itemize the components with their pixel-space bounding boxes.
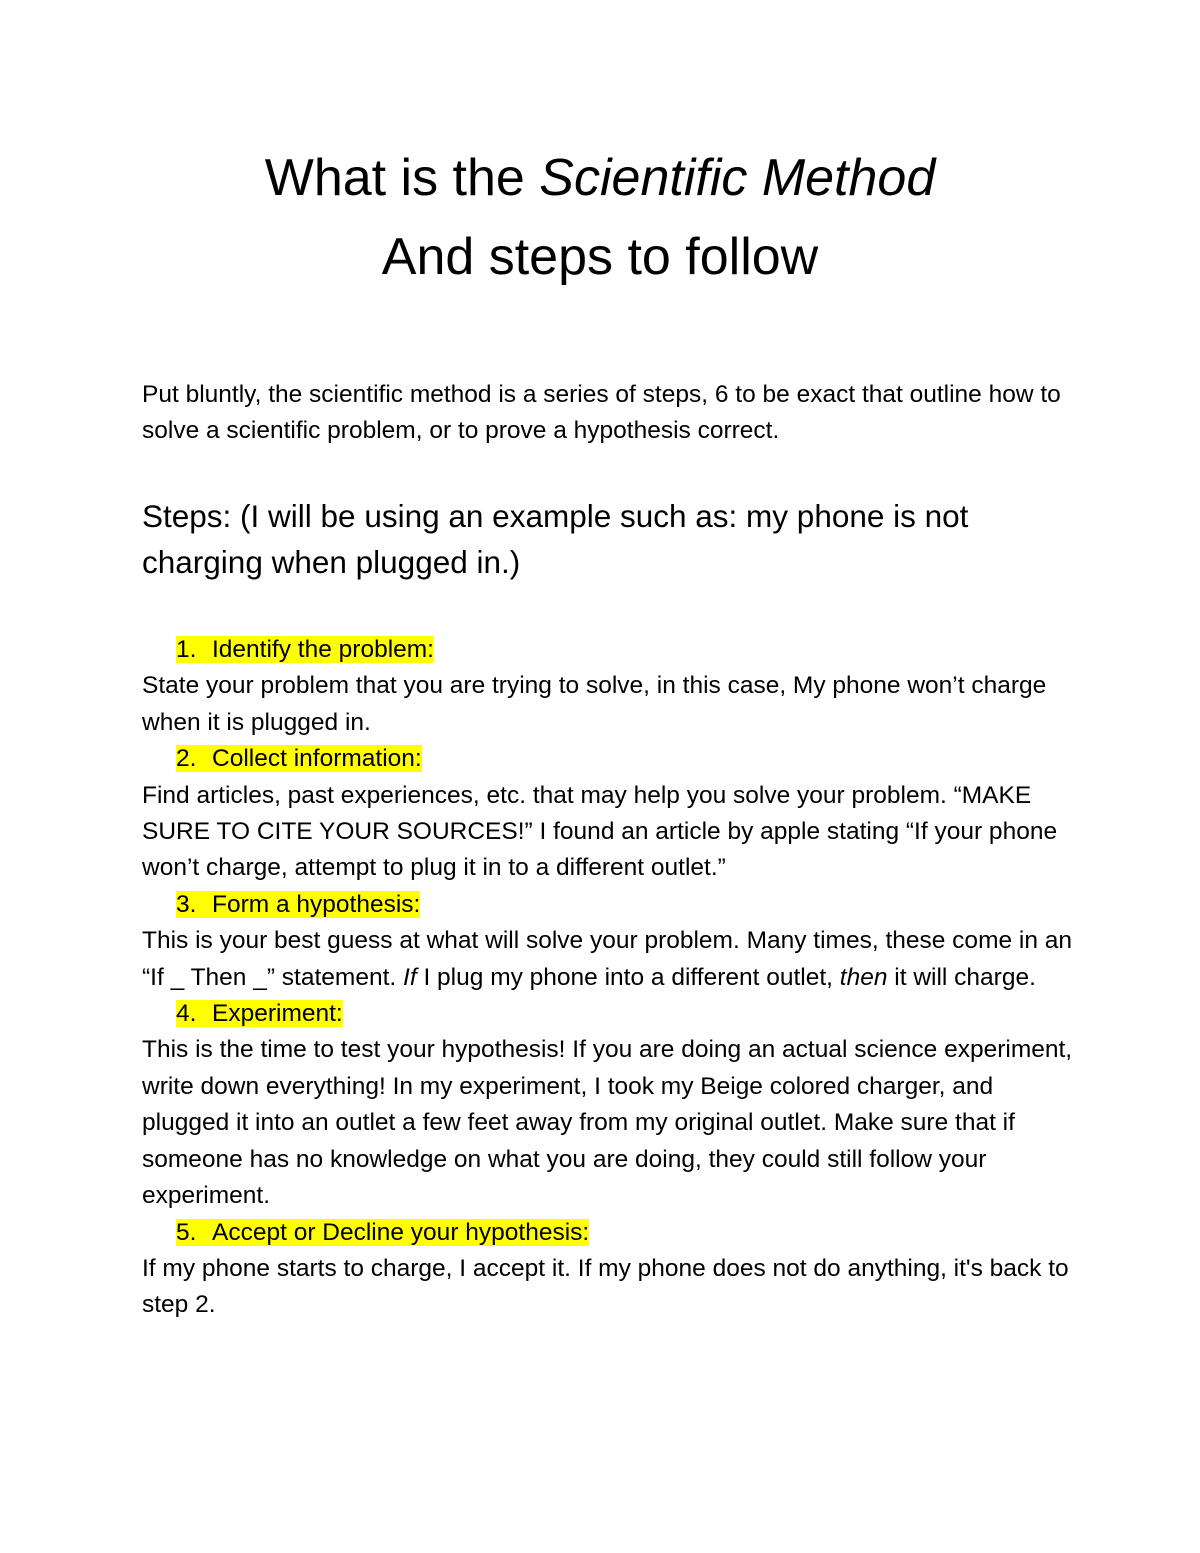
step-3-text-part-2: I plug my phone into a different outlet, [416, 963, 840, 991]
step-5-number: 5. [176, 1218, 197, 1246]
step-1-text: State your problem that you are trying to solve, in this case, My phone won’t charge when it is plugged in. [142, 672, 1047, 736]
steps-heading: Steps: (I will be using an example such as: my phone is not charging when plugged in.) [142, 498, 969, 580]
title-prefix: What is the [264, 149, 540, 207]
step-4-text: This is the time to test your hypothesis! If you are doing an actual science experiment, write down everything! In my experiment, I took my Beige colored charger, and plugged it into an outlet a few feet away from my original outlet. Make sure that if someone has no knowledge on what you are doing, they could still follow your experiment. [142, 1036, 1073, 1210]
step-3-text [142, 923, 1082, 996]
step-2-text: Find articles, past experiences, etc. that may help you solve your problem. “MAKE SURE TO CITE YOUR SOURCES!” I found an article by apple stating “If your phone won’t charge, attempt to plug it in to a different outlet.” [142, 781, 1058, 882]
page-title-line-1 [0, 149, 1200, 207]
step-3-text-part-1: This is your best guess at what will solve your problem. Many times, these come in an “If _ Then _” statement. [142, 927, 1073, 991]
step-3-text-then: then [839, 963, 888, 991]
intro-paragraph: Put bluntly, the scientific method is a series of steps, 6 to be exact that outline how to solve a scientific problem, or to prove a hypothesis correct. [142, 381, 1061, 444]
step-3-number: 3. [176, 890, 197, 918]
step-2-label: Collect information: [212, 745, 422, 773]
steps-list [142, 632, 1082, 1324]
step-5-text: If my phone starts to charge, I accept it. If my phone does not do anything, it's back to step 2. [142, 1254, 1069, 1319]
step-4-heading [142, 996, 1082, 1032]
step-2-number: 2. [176, 745, 197, 773]
step-5-label: Accept or Decline your hypothesis: [212, 1218, 590, 1246]
step-1-heading [142, 632, 1082, 668]
step-4-number: 4. [176, 1000, 197, 1028]
step-1-number: 1. [176, 636, 197, 663]
step-1-label: Identify the problem: [212, 636, 434, 663]
step-3-heading [142, 887, 1082, 923]
step-2-heading [142, 741, 1082, 777]
title-italic: Scientific Method [539, 149, 936, 207]
step-3-text-part-3: it will charge. [887, 963, 1036, 991]
step-5-heading [142, 1215, 1082, 1251]
step-3-text-if: If [403, 963, 417, 991]
page-title-line-2: And steps to follow [381, 228, 819, 286]
step-4-label: Experiment: [212, 1000, 343, 1028]
step-3-label: Form a hypothesis: [212, 890, 421, 918]
